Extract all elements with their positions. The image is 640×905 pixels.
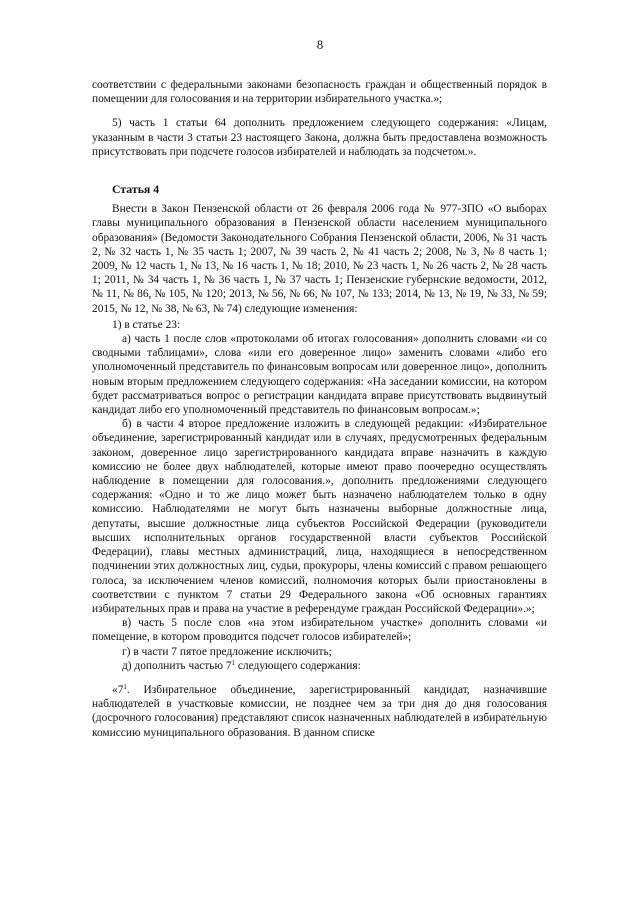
subitem-a-paragraph: а) часть 1 после слов «протоколами об итогах голосования» дополнить словами «и со сводными таблицами», слова «или его доверенное лицо» заменить словами «либо его уполномоченный представитель по финансовым вопросам или доверенное лицо», дополнить новым вторым предложением следующего содержания: «На заседании комиссии, на котором будет рассматриваться вопрос о регистрации кандидата вправе присутствовать выдвинутый кандидат либо его уполномоченный представитель по финансовым вопросам.»; [92,333,547,417]
part-7-1-text: . Избирательное объединение, зарегистрированный кандидат, назначившие наблюдателей в участковые комиссии, не позднее чем за три дня до дня голосования (досрочного голосования) представляют список назначенных наблюдателей в избирательную комиссию муниципального образования. В данном списке [92,683,547,739]
subitem-d-paragraph [92,659,547,673]
part-7-1-superscript: 1 [123,682,127,691]
part-7-1-number: «7 [112,683,124,696]
subitem-v-paragraph: в) часть 5 после слов «на этом избирательном участке» дополнить словами «и помещение, в котором проводится подсчет голосов избирателей»; [92,617,547,644]
continuation-paragraph: соответствии с федеральными законами безопасность граждан и общественный порядок в помещении для голосования и на территории избирательного участка.»; [92,79,547,106]
page-number: 8 [316,38,324,52]
page-content [92,78,547,740]
subitem-1-heading: 1) в статье 23: [112,318,181,331]
subitem-d-text-end: следующего содержания: [235,659,361,672]
item-5-paragraph: 5) часть 1 статьи 64 дополнить предложением следующего содержания: «Лицам, указанным в части 3 статьи 23 настоящего Закона, должна быть предоставлена возможность присутствовать при подсчете голосов избирателей и наблюдать за подсчетом.». [92,117,547,158]
subitem-g-paragraph: г) в части 7 пятое предложение исключить; [122,645,332,658]
subitem-d-superscript: 1 [231,658,236,667]
subitem-d-text: д) дополнить частью 7 [122,659,232,672]
part-7-1-paragraph [92,683,547,740]
article-intro-paragraph: Внести в Закон Пензенской области от 26 февраля 2006 года № 977-ЗПО «О выборах главы муниципального образования в Пензенской области населением муниципального образования» (Ведомости Законодательного Собрания Пензенской области, 2006, № 31 часть 2, № 32 часть 1, № 35 часть 1; 2007, № 39 часть 2, № 41 часть 2; 2008, № 3, № 8 часть 1; 2009, № 12 часть 1, № 13, № 16 часть 1, № 18; 2010, № 23 часть 1, № 26 часть 2, № 28 часть 1; 2011, № 34 часть 1, № 36 часть 1, № 37 часть 1; Пензенские губернские ведомости, 2012, № 11, № 86, № 105, № 120; 2013, № 56, № 66, № 107, № 133; 2014, № 13, № 19, № 33, № 59; 2015, № 12, № 38, № 63, № 74) следующие изменения: [92,203,547,315]
subitem-b-paragraph: б) в части 4 второе предложение изложить в следующей редакции: «Избирательное объединение, зарегистрированный кандидат или в случаях, предусмотренных федеральным законом, доверенное лицо зарегистрированного кандидата вправе назначить в каждую комиссию не более двух наблюдателей, которые имеют право поочередно осуществлять наблюдение в помещении для голосования.», дополнить предложениями следующего содержания: «Одно и то же лицо может быть назначено наблюдателем только в одну комиссию. Наблюдателями не могут быть назначены выборные должностные лица, депутаты, высшие должностные лица субъектов Российской Федерации (руководители высших исполнительных органов государственной власти субъектов Российской Федерации), главы местных администраций, лица, находящиеся в непосредственном подчинении этих должностных лиц, судьи, прокуроры, члены комиссий с правом решающего голоса, за исключением членов комиссий, полномочия которых были приостановлены в соответствии с пунктом 7 статьи 29 Федерального закона «Об основных гарантиях избирательных прав и права на участие в референдуме граждан Российской Федерации».»; [92,418,547,615]
article-heading: Статья 4 [112,182,160,197]
